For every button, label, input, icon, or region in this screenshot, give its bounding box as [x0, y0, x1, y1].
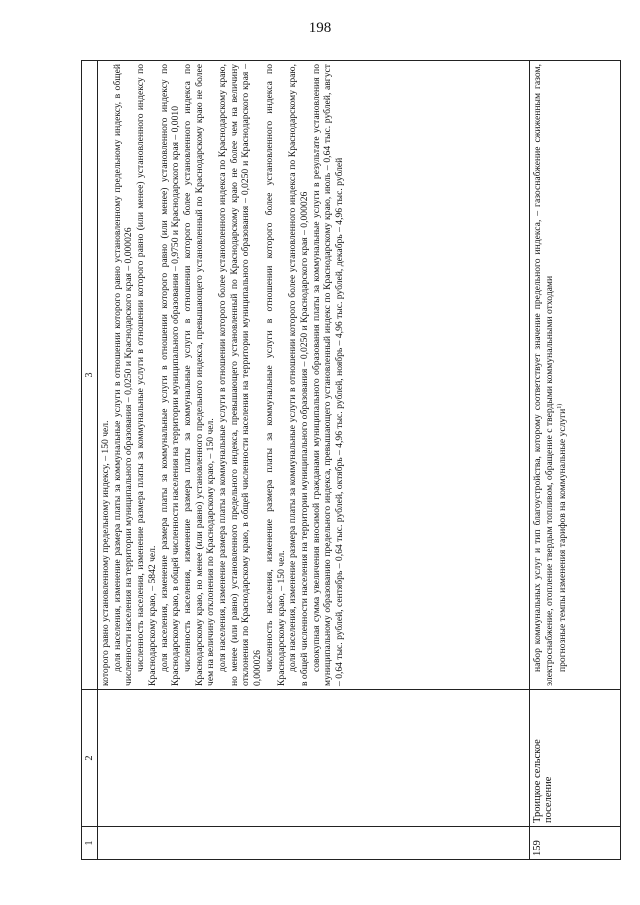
- paragraph: доля населения, изменение размера платы за коммунальные услуги в отношении которого более установленного индекса по Краснодарскому краю, в общей численности населения на территории муниципального образования – 0,0250 и Краснодарского края – 0,000026: [287, 64, 310, 686]
- header-col-3: 3: [82, 61, 98, 690]
- paragraph: численность населения, изменение размера платы за коммунальные услуги в отношении которого равно (или менее) установленного индексу по Краснодарскому краю, – 5842 чел.: [135, 64, 158, 686]
- index-table: [81, 60, 621, 860]
- paragraph: [555, 64, 569, 686]
- settlement-name-cell: Троицкое сельское поселение: [530, 690, 621, 827]
- footnote-marker: 1): [557, 403, 564, 409]
- header-col-2: 2: [82, 690, 98, 827]
- header-col-1: 1: [82, 827, 98, 860]
- paragraph-text: прогнозные темпы изменения тарифов на коммунальные услуги: [557, 408, 569, 672]
- table-row-continued: [98, 61, 530, 860]
- paragraph: которого равно установленному предельному индексу, – 150 чел.: [100, 420, 111, 686]
- paragraph: доля населения, изменение размера платы за коммунальные услуги в отношении которого равно (или менее) установленного индексу по Краснодарскому краю, в общей численности населения на территории муниципального образования – 0,9750 и Краснодарского края – 0,0010: [158, 64, 182, 686]
- row-number-cell: 159: [530, 827, 621, 860]
- paragraph: доля населения, изменение размера платы за коммунальные услуги в отношении которого более установленного индекса по Краснодарскому краю, но менее (или равно) установленного предельного индекса, превышающего установленный по Краснодарскому краю не более чем на величину отклонения по Краснодарскому краю, в общей численности населения на территории муниципального образования – 0,0250 и Краснодарского края – 0,000026: [217, 64, 264, 686]
- page-number: 198: [308, 20, 332, 36]
- description-cell: [530, 61, 621, 690]
- settlement-name-cell: [98, 690, 530, 827]
- paragraph: совокупная сумма увеличения вносимой гражданами муниципального образования платы за коммунальные услуги в результате установления по муниципальному образованию предельного индекса, превышающего установленный индекс по Краснодарскому краю, июль – 0,64 тыс. рублей, август – 0,64 тыс. рублей, сентябрь – 0,64 тыс. рублей, октябрь – 4,96 тыс. рублей, ноябрь – 4,96 тыс. рублей, декабрь – 4,96 тыс. рублей: [310, 64, 346, 686]
- paragraph: доля населения, изменение размера платы за коммунальные услуги в отношении которого равно установленному предельному индексу, в общей численности населения на территории муниципального образования – 0,0250 и Краснодарского края – 0,000026: [111, 64, 135, 686]
- description-cell: [98, 61, 530, 690]
- table-row-159: [530, 61, 621, 860]
- row-number-cell: [98, 827, 530, 860]
- paragraph: набор коммунальных услуг и тип благоустройства, которому соответствует значение предельного индекса, – газоснабжение сжиженным газом, электроснабжение, отопление твердым топливом, обращение с твердыми коммунальными отходами: [532, 64, 555, 686]
- table-header-row: [82, 61, 98, 860]
- rotated-table-sheet: [81, 60, 621, 860]
- paragraph: численность населения, изменение размера платы за коммунальные услуги в отношении которого более установленного индекса по Краснодарскому краю, но менее (или равно) установленного предельного индекса, превышающего установленный по Краснодарскому краю не более чем на величину отклонения по Краснодарскому краю, – 150 чел.: [181, 64, 217, 686]
- paragraph: численность населения, изменение размера платы за коммунальные услуги в отношении которого более установленного индекса по Краснодарскому краю, – 150 чел.: [263, 64, 287, 686]
